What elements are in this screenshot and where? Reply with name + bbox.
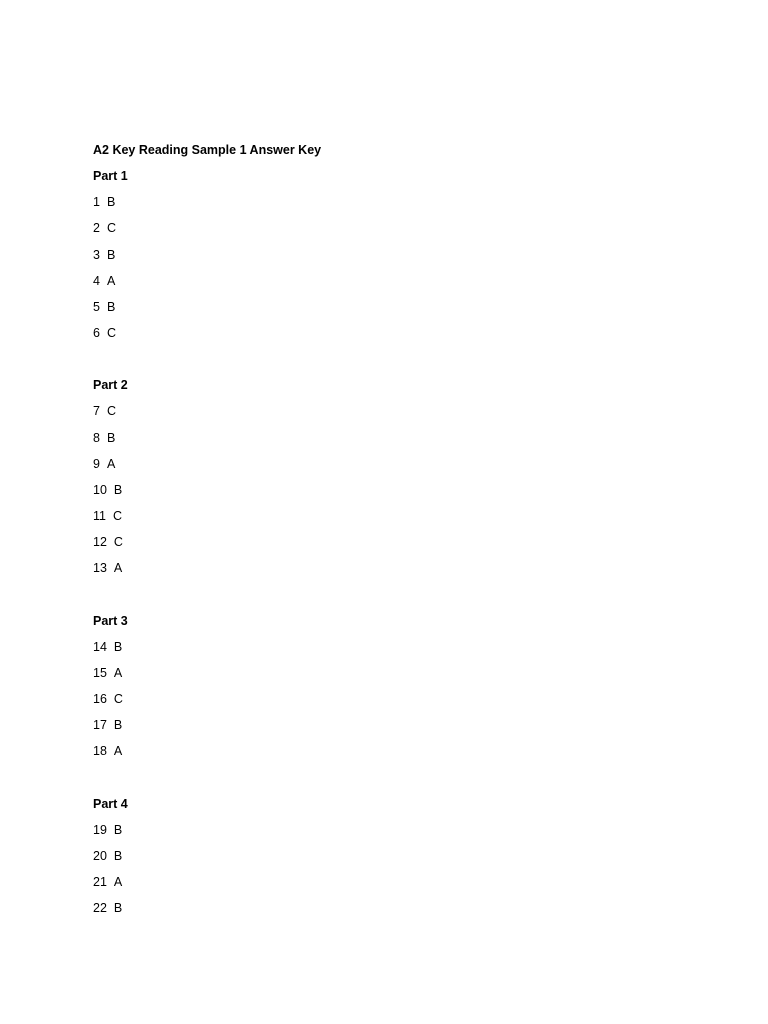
question-number: 7 xyxy=(93,404,100,419)
answer-line xyxy=(93,481,693,507)
part-heading: Part 3 xyxy=(93,613,128,628)
answer-letter: C xyxy=(113,535,123,550)
answer-line xyxy=(93,193,693,219)
answer-line xyxy=(93,324,693,350)
answer-key-content xyxy=(93,141,693,925)
answer-letter: B xyxy=(113,482,123,497)
part-heading: Part 2 xyxy=(93,378,128,393)
answer-line xyxy=(93,455,693,481)
answer-letter: B xyxy=(113,822,123,837)
answer-letter: B xyxy=(106,195,116,210)
answer-line xyxy=(93,507,693,533)
part-heading: Part 4 xyxy=(93,796,128,811)
answer-line xyxy=(93,873,693,899)
question-number: 22 xyxy=(93,901,107,916)
answer-line xyxy=(93,847,693,873)
answer-letter: A xyxy=(106,456,116,471)
answer-letter: A xyxy=(106,273,116,288)
answer-line xyxy=(93,533,693,559)
question-number: 1 xyxy=(93,195,100,210)
document-title: A2 Key Reading Sample 1 Answer Key xyxy=(93,143,322,157)
answer-line xyxy=(93,272,693,298)
paragraph-gap xyxy=(93,585,693,611)
paragraph-gap xyxy=(93,768,693,794)
question-number: 3 xyxy=(93,247,100,262)
answer-letter: A xyxy=(113,744,123,759)
question-number: 12 xyxy=(93,535,107,550)
question-number: 2 xyxy=(93,221,100,236)
answer-letter: B xyxy=(113,901,123,916)
answer-line xyxy=(93,402,693,428)
answer-line xyxy=(93,429,693,455)
answer-letter: B xyxy=(106,247,116,262)
answer-letter: A xyxy=(113,665,123,680)
answer-line xyxy=(93,219,693,245)
question-number: 5 xyxy=(93,299,100,314)
answer-letter: C xyxy=(106,325,116,340)
answer-letter: C xyxy=(113,691,123,706)
answer-letter: A xyxy=(113,561,123,576)
paragraph-gap xyxy=(93,350,693,376)
answer-line xyxy=(93,899,693,925)
question-number: 6 xyxy=(93,325,100,340)
answer-letter: C xyxy=(106,404,116,419)
answer-letter: B xyxy=(113,718,123,733)
answer-line xyxy=(93,742,693,768)
answer-line xyxy=(93,298,693,324)
part-heading: Part 1 xyxy=(93,169,128,184)
question-number: 18 xyxy=(93,744,107,759)
question-number: 19 xyxy=(93,822,107,837)
question-number: 10 xyxy=(93,482,107,497)
answer-letter: C xyxy=(106,221,116,236)
question-number: 17 xyxy=(93,718,107,733)
question-number: 8 xyxy=(93,430,100,445)
answer-line xyxy=(93,559,693,585)
question-number: 15 xyxy=(93,665,107,680)
question-number: 16 xyxy=(93,691,107,706)
answer-letter: B xyxy=(113,639,123,654)
question-number: 14 xyxy=(93,639,107,654)
answer-letter: B xyxy=(106,299,116,314)
answer-line xyxy=(93,716,693,742)
answer-letter: A xyxy=(113,874,123,889)
question-number: 21 xyxy=(93,874,107,889)
question-number: 11 xyxy=(93,508,106,523)
answer-line xyxy=(93,246,693,272)
answer-letter: B xyxy=(113,848,123,863)
answer-line xyxy=(93,664,693,690)
question-number: 4 xyxy=(93,273,100,288)
answer-line xyxy=(93,638,693,664)
question-number: 9 xyxy=(93,456,100,471)
answer-line xyxy=(93,821,693,847)
question-number: 20 xyxy=(93,848,107,863)
answer-letter: C xyxy=(112,508,123,523)
answer-letter: B xyxy=(106,430,116,445)
question-number: 13 xyxy=(93,561,107,576)
answer-line xyxy=(93,690,693,716)
